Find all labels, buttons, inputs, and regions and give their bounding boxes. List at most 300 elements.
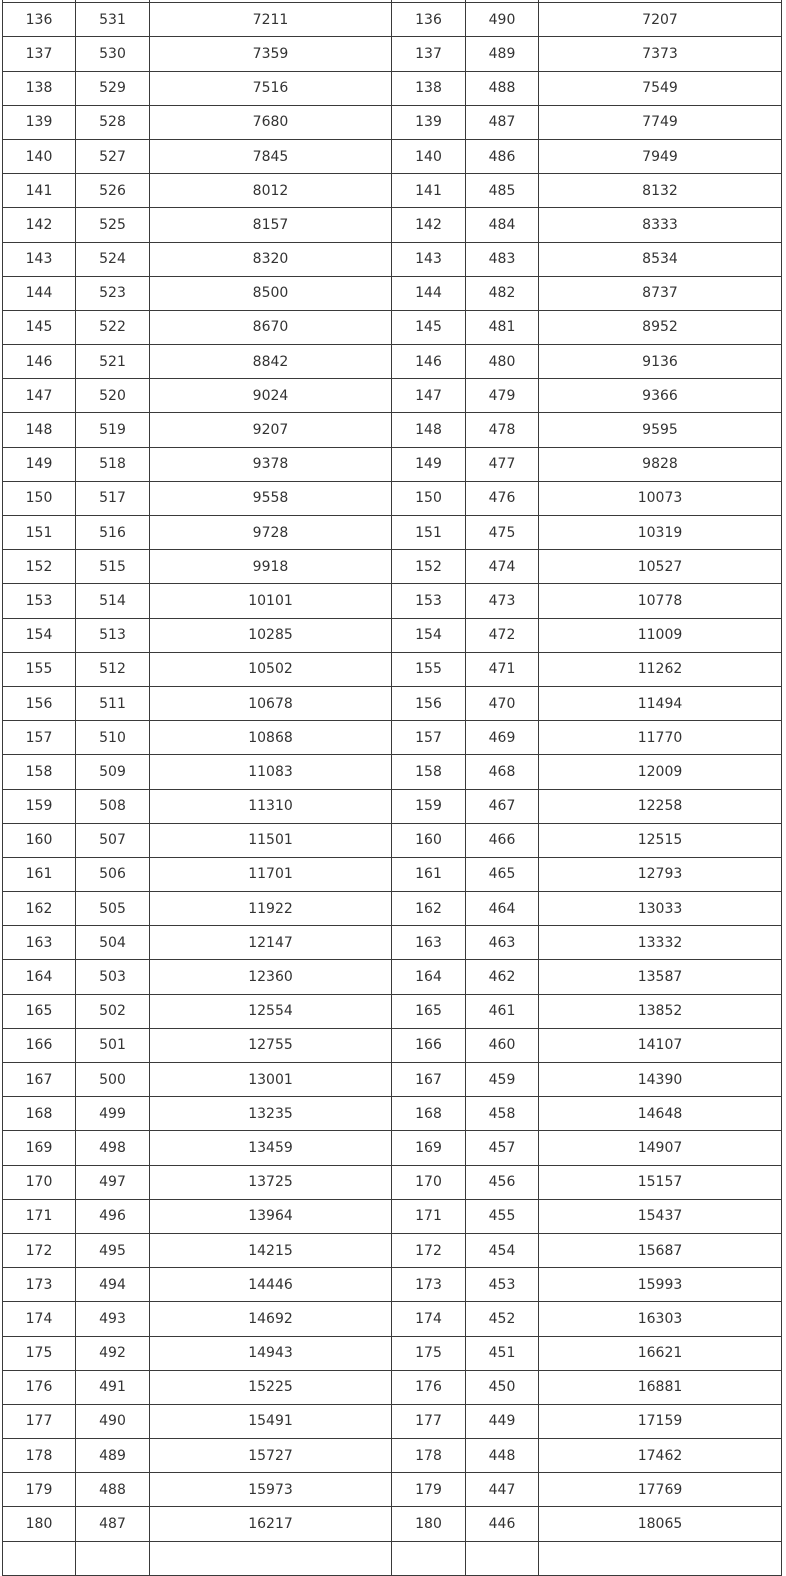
table-cell: 10285 (150, 618, 392, 652)
table-cell: 499 (76, 1097, 150, 1131)
table-cell: 7549 (539, 71, 782, 105)
table-cell: 8534 (539, 242, 782, 276)
table-cell: 17769 (539, 1473, 782, 1507)
table-cell: 158 (3, 755, 76, 789)
table-cell: 14107 (539, 1028, 782, 1062)
table-row (3, 618, 782, 652)
table-cell: 8952 (539, 310, 782, 344)
table-cell: 16881 (539, 1370, 782, 1404)
table-cell: 453 (466, 1268, 539, 1302)
table-cell: 465 (466, 857, 539, 891)
table-row (3, 721, 782, 755)
table-cell: 159 (392, 789, 466, 823)
table-cell: 471 (466, 652, 539, 686)
table-cell: 143 (3, 242, 76, 276)
table-cell: 11083 (150, 755, 392, 789)
table-cell: 448 (466, 1439, 539, 1473)
table-cell: 163 (3, 926, 76, 960)
table-cell: 9558 (150, 481, 392, 515)
table-cell: 148 (3, 413, 76, 447)
table-row (3, 1233, 782, 1267)
table-cell: 169 (392, 1131, 466, 1165)
table-row (3, 516, 782, 550)
table-cell: 493 (76, 1302, 150, 1336)
table-cell: 138 (392, 71, 466, 105)
table-cell: 166 (392, 1028, 466, 1062)
table-row (3, 584, 782, 618)
table-row (3, 1473, 782, 1507)
table-cell: 173 (3, 1268, 76, 1302)
table-cell: 11310 (150, 789, 392, 823)
table-cell: 496 (76, 1199, 150, 1233)
table-cell: 7373 (539, 37, 782, 71)
table-cell: 175 (3, 1336, 76, 1370)
table-row (3, 1302, 782, 1336)
table-row (3, 926, 782, 960)
table-cell: 137 (392, 37, 466, 71)
table-body (3, 0, 782, 1575)
table-row (3, 994, 782, 1028)
table-cell: 146 (3, 345, 76, 379)
table-cell: 138 (3, 71, 76, 105)
table-cell: 151 (392, 516, 466, 550)
table-cell: 506 (76, 857, 150, 891)
table-cell: 489 (76, 1439, 150, 1473)
table-cell: 172 (3, 1233, 76, 1267)
table-cell: 10101 (150, 584, 392, 618)
table-cell: 178 (392, 1439, 466, 1473)
table-cell: 492 (76, 1336, 150, 1370)
table-row (3, 1131, 782, 1165)
table-row (3, 345, 782, 379)
table-cell: 136 (392, 3, 466, 37)
table-cell: 144 (3, 276, 76, 310)
table-cell: 160 (392, 823, 466, 857)
table-cell: 462 (466, 960, 539, 994)
table-cell: 461 (466, 994, 539, 1028)
table-row (3, 174, 782, 208)
table-cell: 527 (76, 139, 150, 173)
table-cell (392, 1541, 466, 1575)
table-cell: 149 (392, 447, 466, 481)
table-cell: 460 (466, 1028, 539, 1062)
table-cell: 14943 (150, 1336, 392, 1370)
table-cell: 490 (76, 1404, 150, 1438)
table-cell: 15157 (539, 1165, 782, 1199)
table-cell: 447 (466, 1473, 539, 1507)
table-cell: 468 (466, 755, 539, 789)
table-cell: 12147 (150, 926, 392, 960)
table-cell: 14446 (150, 1268, 392, 1302)
table-cell: 166 (3, 1028, 76, 1062)
table-cell: 13852 (539, 994, 782, 1028)
table-cell: 472 (466, 618, 539, 652)
table-row (3, 1404, 782, 1438)
table-row (3, 960, 782, 994)
table-cell: 155 (3, 652, 76, 686)
table-cell: 495 (76, 1233, 150, 1267)
table-cell: 13332 (539, 926, 782, 960)
table-row (3, 892, 782, 926)
table-cell: 140 (3, 139, 76, 173)
table-cell: 146 (392, 345, 466, 379)
table-cell: 161 (3, 857, 76, 891)
table-cell: 7749 (539, 105, 782, 139)
table-cell: 446 (466, 1507, 539, 1541)
table-cell: 157 (392, 721, 466, 755)
table-cell: 160 (3, 823, 76, 857)
table-cell: 180 (392, 1507, 466, 1541)
table-cell: 179 (3, 1473, 76, 1507)
table-cell: 487 (76, 1507, 150, 1541)
table-row (3, 1063, 782, 1097)
table-cell: 11701 (150, 857, 392, 891)
table-cell: 9366 (539, 379, 782, 413)
table-cell: 11494 (539, 686, 782, 720)
table-cell: 11770 (539, 721, 782, 755)
table-cell: 155 (392, 652, 466, 686)
table-cell: 168 (3, 1097, 76, 1131)
table-cell: 510 (76, 721, 150, 755)
table-cell: 466 (466, 823, 539, 857)
table-cell: 149 (3, 447, 76, 481)
table-cell: 11262 (539, 652, 782, 686)
table-cell: 470 (466, 686, 539, 720)
table-row (3, 379, 782, 413)
table-cell: 151 (3, 516, 76, 550)
table-cell: 530 (76, 37, 150, 71)
table-cell: 11501 (150, 823, 392, 857)
table-cell: 513 (76, 618, 150, 652)
table-cell: 515 (76, 550, 150, 584)
table-row (3, 1097, 782, 1131)
table-cell: 7359 (150, 37, 392, 71)
table-cell: 18065 (539, 1507, 782, 1541)
table-cell: 150 (3, 481, 76, 515)
table-cell: 7680 (150, 105, 392, 139)
table-cell: 8012 (150, 174, 392, 208)
table-cell: 475 (466, 516, 539, 550)
table-cell: 502 (76, 994, 150, 1028)
table-row (3, 413, 782, 447)
table-cell: 8333 (539, 208, 782, 242)
table-cell: 476 (466, 481, 539, 515)
table-cell: 518 (76, 447, 150, 481)
table-cell: 14390 (539, 1063, 782, 1097)
table-cell: 180 (3, 1507, 76, 1541)
table-cell: 141 (392, 174, 466, 208)
table-row (3, 789, 782, 823)
table-cell: 12258 (539, 789, 782, 823)
table-cell: 15973 (150, 1473, 392, 1507)
table-cell: 14692 (150, 1302, 392, 1336)
table-cell: 168 (392, 1097, 466, 1131)
table-cell: 154 (3, 618, 76, 652)
table-cell: 498 (76, 1131, 150, 1165)
table-cell: 16303 (539, 1302, 782, 1336)
table-cell: 464 (466, 892, 539, 926)
table-cell: 487 (466, 105, 539, 139)
table-cell: 139 (3, 105, 76, 139)
table-cell: 170 (3, 1165, 76, 1199)
table-cell: 13587 (539, 960, 782, 994)
table-cell: 140 (392, 139, 466, 173)
table-cell: 481 (466, 310, 539, 344)
table-cell: 484 (466, 208, 539, 242)
table-row (3, 447, 782, 481)
table-cell: 9024 (150, 379, 392, 413)
table-cell: 152 (392, 550, 466, 584)
table-cell: 9828 (539, 447, 782, 481)
table-cell: 16621 (539, 1336, 782, 1370)
table-cell: 179 (392, 1473, 466, 1507)
table-cell: 172 (392, 1233, 466, 1267)
table-cell: 526 (76, 174, 150, 208)
table-cell: 159 (3, 789, 76, 823)
table-cell: 459 (466, 1063, 539, 1097)
table-cell: 15491 (150, 1404, 392, 1438)
table-cell: 165 (392, 994, 466, 1028)
table-cell: 7516 (150, 71, 392, 105)
table-cell: 167 (392, 1063, 466, 1097)
table-cell: 482 (466, 276, 539, 310)
table-cell (3, 1541, 76, 1575)
table-cell: 171 (3, 1199, 76, 1233)
table-cell: 10073 (539, 481, 782, 515)
table-cell: 162 (392, 892, 466, 926)
table-cell: 458 (466, 1097, 539, 1131)
table-row (3, 481, 782, 515)
table-cell: 514 (76, 584, 150, 618)
table-cell: 136 (3, 3, 76, 37)
table-cell: 519 (76, 413, 150, 447)
table-cell: 167 (3, 1063, 76, 1097)
table-cell: 450 (466, 1370, 539, 1404)
table-cell: 9136 (539, 345, 782, 379)
table-cell (539, 1541, 782, 1575)
table-cell: 479 (466, 379, 539, 413)
table-cell: 144 (392, 276, 466, 310)
table-cell: 8320 (150, 242, 392, 276)
table-cell: 152 (3, 550, 76, 584)
table-cell: 158 (392, 755, 466, 789)
table-cell: 9918 (150, 550, 392, 584)
table-cell: 524 (76, 242, 150, 276)
table-row (3, 1439, 782, 1473)
table-cell: 15687 (539, 1233, 782, 1267)
table-cell: 174 (392, 1302, 466, 1336)
table-row (3, 1028, 782, 1062)
table-cell: 10527 (539, 550, 782, 584)
table-row (3, 1336, 782, 1370)
table-cell: 489 (466, 37, 539, 71)
table-cell: 143 (392, 242, 466, 276)
table-cell: 483 (466, 242, 539, 276)
table-cell: 508 (76, 789, 150, 823)
table-row (3, 1165, 782, 1199)
table-cell: 145 (392, 310, 466, 344)
table-cell: 12793 (539, 857, 782, 891)
table-cell: 485 (466, 174, 539, 208)
table-cell: 176 (3, 1370, 76, 1404)
table-cell: 491 (76, 1370, 150, 1404)
table-cell: 176 (392, 1370, 466, 1404)
table-cell: 10778 (539, 584, 782, 618)
table-cell: 153 (392, 584, 466, 618)
table-cell: 473 (466, 584, 539, 618)
table-cell: 517 (76, 481, 150, 515)
table-cell: 162 (3, 892, 76, 926)
table-cell: 13001 (150, 1063, 392, 1097)
table-cell: 511 (76, 686, 150, 720)
table-cell: 11009 (539, 618, 782, 652)
table-cell: 165 (3, 994, 76, 1028)
table-cell: 9207 (150, 413, 392, 447)
table-row (3, 1541, 782, 1575)
table-cell: 451 (466, 1336, 539, 1370)
table-cell: 145 (3, 310, 76, 344)
table-cell: 142 (3, 208, 76, 242)
table-cell: 173 (392, 1268, 466, 1302)
table-row (3, 1199, 782, 1233)
table-cell (466, 1541, 539, 1575)
table-cell: 13459 (150, 1131, 392, 1165)
table-row (3, 139, 782, 173)
table-cell: 529 (76, 71, 150, 105)
table-cell: 13725 (150, 1165, 392, 1199)
table-cell: 8737 (539, 276, 782, 310)
table-cell: 157 (3, 721, 76, 755)
table-cell: 142 (392, 208, 466, 242)
table-cell: 9728 (150, 516, 392, 550)
table-cell: 467 (466, 789, 539, 823)
table-cell: 169 (3, 1131, 76, 1165)
table-cell: 15225 (150, 1370, 392, 1404)
table-cell: 147 (3, 379, 76, 413)
table-row (3, 71, 782, 105)
table-cell: 503 (76, 960, 150, 994)
table-cell: 139 (392, 105, 466, 139)
table-row (3, 208, 782, 242)
table-row (3, 652, 782, 686)
table-cell: 512 (76, 652, 150, 686)
table-row (3, 37, 782, 71)
table-cell: 520 (76, 379, 150, 413)
table-cell: 7211 (150, 3, 392, 37)
table-cell: 14907 (539, 1131, 782, 1165)
table-cell: 156 (3, 686, 76, 720)
table-cell: 522 (76, 310, 150, 344)
table-cell: 12009 (539, 755, 782, 789)
table-cell: 177 (392, 1404, 466, 1438)
table-cell: 474 (466, 550, 539, 584)
table-cell: 15993 (539, 1268, 782, 1302)
table-cell: 457 (466, 1131, 539, 1165)
table-cell: 452 (466, 1302, 539, 1336)
table-row (3, 310, 782, 344)
table-cell: 10319 (539, 516, 782, 550)
table-row (3, 755, 782, 789)
table-cell: 164 (3, 960, 76, 994)
table-cell: 500 (76, 1063, 150, 1097)
table-cell: 509 (76, 755, 150, 789)
table-cell: 456 (466, 1165, 539, 1199)
table-row (3, 1507, 782, 1541)
table-cell: 521 (76, 345, 150, 379)
table-cell: 150 (392, 481, 466, 515)
table-row (3, 1370, 782, 1404)
table-cell: 17159 (539, 1404, 782, 1438)
table-cell: 13235 (150, 1097, 392, 1131)
table-cell: 8670 (150, 310, 392, 344)
table-cell: 156 (392, 686, 466, 720)
table-cell: 449 (466, 1404, 539, 1438)
table-cell: 7845 (150, 139, 392, 173)
table-cell: 480 (466, 345, 539, 379)
table-cell (150, 1541, 392, 1575)
score-rank-table-container (2, 0, 781, 1576)
table-cell: 15727 (150, 1439, 392, 1473)
table-cell: 478 (466, 413, 539, 447)
table-cell: 177 (3, 1404, 76, 1438)
table-cell: 501 (76, 1028, 150, 1062)
table-cell: 148 (392, 413, 466, 447)
table-cell: 12554 (150, 994, 392, 1028)
table-row (3, 242, 782, 276)
table-cell: 8132 (539, 174, 782, 208)
table-cell: 141 (3, 174, 76, 208)
table-row (3, 550, 782, 584)
table-row (3, 276, 782, 310)
table-cell: 7949 (539, 139, 782, 173)
table-cell: 13964 (150, 1199, 392, 1233)
table-cell: 463 (466, 926, 539, 960)
table-cell: 477 (466, 447, 539, 481)
table-cell: 523 (76, 276, 150, 310)
table-cell (76, 1541, 150, 1575)
table-cell: 174 (3, 1302, 76, 1336)
table-cell: 171 (392, 1199, 466, 1233)
table-cell: 13033 (539, 892, 782, 926)
table-cell: 490 (466, 3, 539, 37)
table-cell: 175 (392, 1336, 466, 1370)
table-cell: 525 (76, 208, 150, 242)
table-cell: 497 (76, 1165, 150, 1199)
table-cell: 12755 (150, 1028, 392, 1062)
table-cell: 16217 (150, 1507, 392, 1541)
table-cell: 164 (392, 960, 466, 994)
table-cell: 153 (3, 584, 76, 618)
table-cell: 504 (76, 926, 150, 960)
table-cell: 178 (3, 1439, 76, 1473)
table-cell: 531 (76, 3, 150, 37)
table-cell: 7207 (539, 3, 782, 37)
table-row (3, 3, 782, 37)
table-cell: 15437 (539, 1199, 782, 1233)
table-cell: 8842 (150, 345, 392, 379)
table-cell: 10678 (150, 686, 392, 720)
table-cell: 10502 (150, 652, 392, 686)
table-cell: 455 (466, 1199, 539, 1233)
table-cell: 11922 (150, 892, 392, 926)
table-cell: 14215 (150, 1233, 392, 1267)
score-rank-table (2, 0, 782, 1576)
table-cell: 163 (392, 926, 466, 960)
table-cell: 516 (76, 516, 150, 550)
table-cell: 469 (466, 721, 539, 755)
table-cell: 488 (466, 71, 539, 105)
table-cell: 12360 (150, 960, 392, 994)
